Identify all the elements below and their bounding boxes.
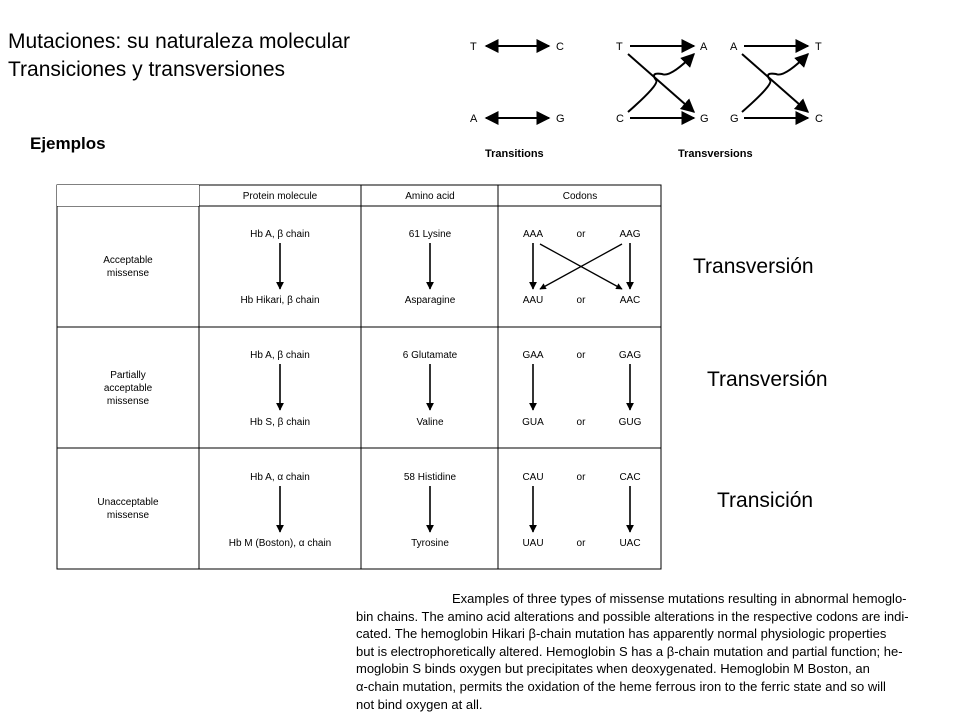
ts-bottom-right: G xyxy=(556,113,565,125)
row2-label-3: missense xyxy=(106,396,150,407)
caption-line-6: α-chain mutation, permits the oxidation of the heme ferrous iron to the ferric state and so will xyxy=(356,678,886,694)
row2-codon-bl: GUA xyxy=(522,417,544,428)
row1-codon-bl: AAU xyxy=(522,295,544,306)
row2-label-1: Partially xyxy=(110,370,146,381)
title-line-2: Transiciones y transversiones xyxy=(8,58,285,81)
header-empty-cell xyxy=(57,185,199,206)
row3-label-1: Unacceptable xyxy=(97,497,159,508)
side-label-transition: Transición xyxy=(717,489,814,512)
row2-codon-br: GUG xyxy=(618,417,642,428)
tv-caption: Transversions xyxy=(678,148,753,160)
row3-protein-bottom: Hb M (Boston), α chain xyxy=(228,538,332,549)
row2-amino-top: 6 Glutamate xyxy=(402,350,458,361)
caption-line-7: not bind oxygen at all. xyxy=(356,696,483,712)
caption-line-4: but is electrophoretically altered. Hemoglobin S has a β-chain mutation and partial function; he- xyxy=(356,643,903,659)
title-line-1: Mutaciones: su naturaleza molecular xyxy=(8,30,351,53)
row1-codon-tr: AAG xyxy=(619,229,641,240)
row1-codon-tl: AAA xyxy=(522,229,544,240)
row3-codon-bl: UAU xyxy=(522,538,544,549)
caption-line-2: bin chains. The amino acid alterations and possible alterations in the respective codons are indi- xyxy=(356,608,909,624)
row3-codon-br: UAC xyxy=(619,538,641,549)
row1-codon-br: AAC xyxy=(619,295,641,306)
tv-l-bottom-left: C xyxy=(616,113,624,125)
row1-protein-bottom: Hb Hikari, β chain xyxy=(240,295,320,306)
row3-codon-tr: CAC xyxy=(619,472,641,483)
ejemplos-label: Ejemplos xyxy=(30,134,106,153)
ts-bottom-left: A xyxy=(470,113,478,125)
row3-amino-top: 58 Histidine xyxy=(403,472,457,483)
ts-top-left: T xyxy=(470,41,477,53)
tv-r-top-left: A xyxy=(730,41,738,53)
caption-text-1: Examples of three types of missense mutations resulting in abnormal hemoglo- xyxy=(452,591,907,606)
header-codons: Codons xyxy=(562,191,598,202)
tv-r-bottom-left: G xyxy=(730,113,739,125)
transitions-diagram xyxy=(470,41,565,160)
row2-codon-tl: GAA xyxy=(522,350,544,361)
row1-label-2: missense xyxy=(106,268,150,279)
row1-or-top: or xyxy=(576,229,586,240)
caption-line-1 xyxy=(356,590,946,608)
header-amino: Amino acid xyxy=(405,191,455,202)
table-row-acceptable xyxy=(103,229,641,306)
row1-amino-top: 61 Lysine xyxy=(408,229,452,240)
row2-label-2: acceptable xyxy=(103,383,153,394)
row1-amino-bottom: Asparagine xyxy=(404,295,456,306)
table-row-partially-acceptable xyxy=(104,350,642,428)
transversions-diagram xyxy=(616,41,823,160)
side-label-transversion-1: Transversión xyxy=(693,255,814,278)
row3-protein-top: Hb A, α chain xyxy=(250,472,310,483)
ts-top-right: C xyxy=(556,41,564,53)
missense-table xyxy=(57,185,661,569)
row1-label-1: Acceptable xyxy=(103,255,153,266)
side-label-transversion-2: Transversión xyxy=(707,368,828,391)
row3-or-bottom: or xyxy=(576,538,586,549)
tv-l-top-right: A xyxy=(700,41,708,53)
row3-label-2: missense xyxy=(106,510,150,521)
row3-amino-bottom: Tyrosine xyxy=(411,538,449,549)
row3-codon-tl: CAU xyxy=(522,472,544,483)
header-protein: Protein molecule xyxy=(242,191,318,202)
tv-r-bottom-right: C xyxy=(815,113,823,125)
tv-l-top-left: T xyxy=(616,41,623,53)
row2-codon-tr: GAG xyxy=(618,350,642,361)
ts-caption: Transitions xyxy=(485,148,544,160)
row2-protein-top: Hb A, β chain xyxy=(250,350,310,361)
tv-r-top-right: T xyxy=(815,41,822,53)
tv-l-bottom-right: G xyxy=(700,113,709,125)
row2-amino-bottom: Valine xyxy=(416,417,444,428)
row3-or-top: or xyxy=(576,472,586,483)
row2-or-top: or xyxy=(576,350,586,361)
row1-protein-top: Hb A, β chain xyxy=(250,229,310,240)
figure-caption xyxy=(356,590,946,713)
row2-or-bottom: or xyxy=(576,417,586,428)
table-row-unacceptable xyxy=(97,472,640,549)
caption-line-5: moglobin S binds oxygen but precipitates when deoxygenated. Hemoglobin M Boston, an xyxy=(356,661,870,677)
caption-line-3: cated. The hemoglobin Hikari β-chain mutation has apparently normal physiologic properties xyxy=(356,626,887,642)
row2-protein-bottom: Hb S, β chain xyxy=(249,417,311,428)
row1-or-bottom: or xyxy=(576,295,586,306)
